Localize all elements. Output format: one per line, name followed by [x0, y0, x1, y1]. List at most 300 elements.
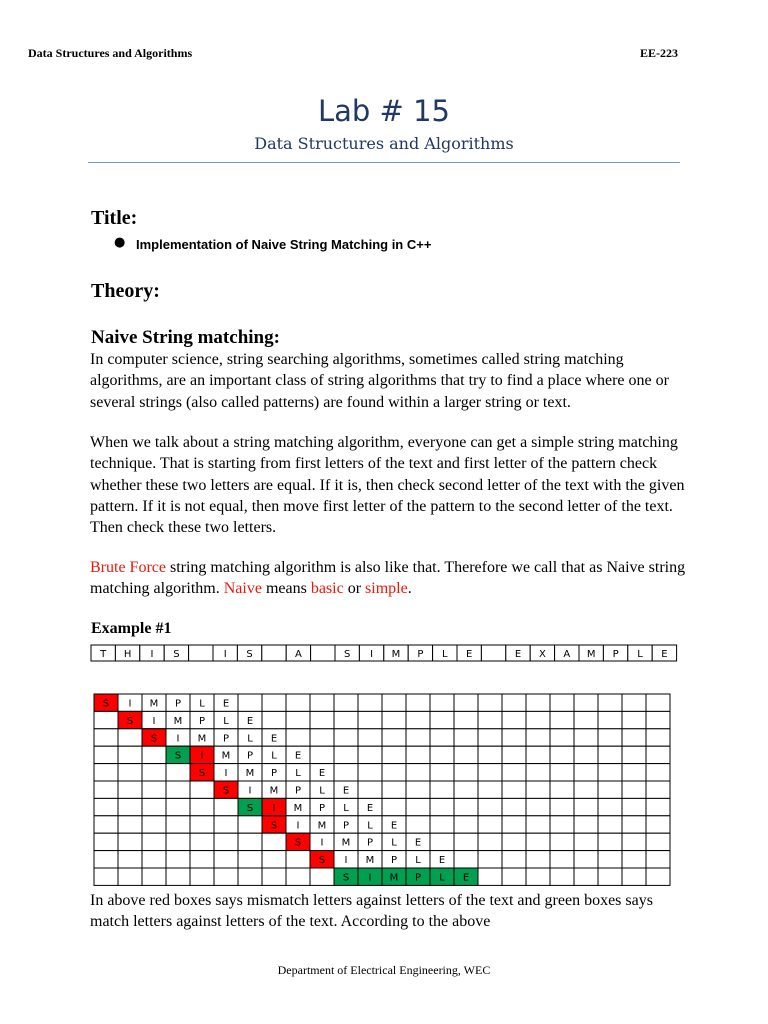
grid-cell [478, 781, 502, 798]
pattern-letter: M [317, 820, 327, 832]
grid-cell [454, 764, 478, 781]
pattern-letter: I [248, 785, 252, 797]
grid-cell [382, 764, 406, 781]
grid-cell [190, 781, 214, 798]
para3-text-4: . [407, 580, 412, 598]
title-bullet-text: Implementation of Naive String Matching in C++ [136, 237, 432, 252]
grid-cell [310, 729, 334, 746]
text-cell [189, 645, 213, 661]
text-cell-letter: P [612, 649, 619, 660]
grid-cell [598, 816, 622, 833]
grid-cell [502, 746, 526, 763]
pattern-letter: L [343, 802, 349, 814]
grid-cell [94, 816, 118, 833]
grid-cell [550, 746, 574, 763]
grid-cell [502, 798, 526, 815]
grid-cell [478, 711, 502, 728]
text-cell-letter: I [370, 649, 374, 660]
grid-cell [478, 746, 502, 763]
grid-cell [502, 833, 526, 850]
pattern-letter: M [389, 872, 399, 884]
para3-text-2: means [261, 580, 311, 598]
grid-cell [454, 781, 478, 798]
grid-cell [430, 833, 454, 850]
grid-cell [622, 868, 646, 885]
grid-cell [478, 851, 502, 868]
grid-cell [502, 851, 526, 868]
grid-cell [310, 694, 334, 711]
grid-cell [622, 798, 646, 815]
grid-cell [214, 816, 238, 833]
grid-cell [646, 729, 670, 746]
grid-cell [406, 816, 430, 833]
pattern-letter: L [247, 733, 253, 745]
pattern-letter: E [270, 733, 278, 745]
grid-cell [166, 781, 190, 798]
brute-force-term: Brute Force [90, 559, 166, 576]
pattern-letter: E [342, 785, 350, 797]
bullet-icon: ● [114, 235, 126, 250]
grid-cell [262, 711, 286, 728]
pattern-letter: E [222, 698, 230, 710]
grid-cell [622, 833, 646, 850]
grid-cell [478, 729, 502, 746]
pattern-letter: S [342, 872, 350, 884]
grid-cell [358, 764, 382, 781]
pattern-letter: E [462, 872, 470, 884]
pattern-letter: P [198, 715, 206, 727]
text-cell-letter: I [150, 649, 154, 660]
text-cell-letter: X [538, 649, 546, 660]
grid-cell [478, 833, 502, 850]
grid-cell [574, 851, 598, 868]
pattern-letter: P [366, 837, 374, 849]
grid-cell [430, 764, 454, 781]
para3-text-3: or [343, 580, 366, 598]
grid-cell [574, 746, 598, 763]
grid-cell [286, 729, 310, 746]
grid-cell [94, 851, 118, 868]
grid-cell [550, 781, 574, 798]
grid-cell [166, 868, 190, 885]
grid-cell [574, 798, 598, 815]
grid-cell [358, 746, 382, 763]
grid-cell [94, 711, 118, 728]
pattern-letter: P [222, 733, 230, 745]
text-cell-letter: L [442, 649, 448, 660]
grid-cell [502, 781, 526, 798]
grid-cell [214, 798, 238, 815]
grid-cell [574, 781, 598, 798]
grid-cell [526, 816, 550, 833]
grid-cell [454, 729, 478, 746]
pattern-letter: L [295, 768, 301, 780]
grid-cell [598, 711, 622, 728]
grid-cell [118, 868, 142, 885]
pattern-letter: S [222, 785, 230, 797]
grid-cell [118, 781, 142, 798]
pattern-letter: P [294, 785, 302, 797]
grid-cell [502, 764, 526, 781]
grid-cell [622, 851, 646, 868]
pattern-letter: L [439, 872, 445, 884]
text-cell-letter: S [344, 649, 351, 660]
grid-cell [598, 694, 622, 711]
pattern-letter: S [150, 733, 158, 745]
text-cell-letter: H [123, 649, 132, 660]
pattern-letter: S [294, 837, 302, 849]
pattern-letter: L [223, 715, 229, 727]
grid-cell [334, 746, 358, 763]
grid-cell [598, 851, 622, 868]
grid-cell [598, 746, 622, 763]
footer-department: Department of Electrical Engineering, WEC [277, 963, 491, 977]
grid-cell [478, 798, 502, 815]
grid-cell [406, 729, 430, 746]
grid-cell [598, 868, 622, 885]
pattern-letter: E [390, 820, 398, 832]
text-cell-letter: A [563, 649, 571, 660]
text-cell-letter: P [417, 649, 424, 660]
grid-cell [526, 868, 550, 885]
grid-cell [214, 868, 238, 885]
grid-cell [190, 833, 214, 850]
pattern-letter: E [294, 750, 302, 762]
grid-cell [574, 816, 598, 833]
grid-cell [118, 798, 142, 815]
grid-cell [454, 694, 478, 711]
grid-cell [286, 868, 310, 885]
grid-cell [142, 746, 166, 763]
grid-cell [526, 729, 550, 746]
text-cell-letter: E [661, 649, 668, 660]
grid-cell [310, 868, 334, 885]
grid-cell [430, 798, 454, 815]
grid-cell [622, 729, 646, 746]
grid-cell [526, 764, 550, 781]
grid-cell [646, 781, 670, 798]
title-heading: Title: [91, 207, 138, 229]
grid-cell [526, 711, 550, 728]
grid-cell [382, 729, 406, 746]
grid-cell [550, 798, 574, 815]
grid-cell [118, 833, 142, 850]
grid-cell [382, 694, 406, 711]
pattern-letter: S [174, 750, 182, 762]
pattern-letter: M [365, 855, 375, 867]
pattern-letter: M [221, 750, 231, 762]
grid-cell [478, 694, 502, 711]
pattern-letter: E [318, 768, 326, 780]
text-cell-letter: E [514, 649, 522, 660]
text-cell-letter: I [223, 649, 227, 660]
grid-cell [94, 746, 118, 763]
pattern-letter: S [246, 802, 254, 814]
grid-cell [310, 711, 334, 728]
grid-cell [238, 868, 262, 885]
grid-cell [526, 833, 550, 850]
text-cell [262, 645, 286, 661]
pattern-letter: M [269, 785, 279, 797]
grid-cell [94, 781, 118, 798]
text-cell-letter: S [173, 649, 180, 660]
grid-cell [622, 694, 646, 711]
pattern-letter: M [149, 698, 159, 710]
pattern-letter: S [102, 698, 110, 710]
grid-cell [646, 868, 670, 885]
pattern-letter: L [415, 855, 421, 867]
grid-cell [454, 851, 478, 868]
grid-cell [190, 851, 214, 868]
text-cell-letter: E [466, 649, 473, 660]
text-cell [311, 645, 335, 661]
grid-cell [406, 711, 430, 728]
grid-cell [526, 851, 550, 868]
grid-cell [94, 798, 118, 815]
grid-cell [526, 781, 550, 798]
explanation-paragraph: In above red boxes says mismatch letters against letters of the text and green boxes says match letters against letters of the text. According to the above [90, 892, 653, 931]
pattern-letter: L [391, 837, 397, 849]
text-cell-letter: A [294, 649, 302, 660]
text-cell-letter: S [246, 649, 253, 660]
pattern-letter: S [198, 768, 206, 780]
grid-cell [574, 764, 598, 781]
grid-cell [358, 694, 382, 711]
grid-cell [406, 798, 430, 815]
grid-cell [406, 746, 430, 763]
grid-cell [286, 694, 310, 711]
theory-paragraph-1: In computer science, string searching algorithms, sometimes called string matching algorithms, are an important class of string algorithms that try to find a place where one or several strings (also called patterns) are found within a larger string or text. [90, 351, 669, 411]
pattern-letter: P [390, 855, 398, 867]
grid-cell [454, 746, 478, 763]
header-course-title: Data Structures and Algorithms [28, 46, 193, 60]
pattern-letter: L [271, 750, 277, 762]
pattern-letter: I [272, 802, 276, 814]
grid-cell [430, 746, 454, 763]
grid-cell [622, 746, 646, 763]
grid-cell [142, 833, 166, 850]
grid-cell [502, 816, 526, 833]
pattern-letter: P [174, 698, 182, 710]
header-course-code: EE-223 [640, 46, 679, 60]
pattern-letter: M [293, 802, 303, 814]
grid-cell [262, 833, 286, 850]
grid-cell [598, 781, 622, 798]
lab-title: Lab # 15 [318, 94, 450, 128]
theory-heading: Theory: [91, 280, 160, 302]
naive-subheading: Naive String matching: [91, 327, 280, 348]
pattern-letter: P [414, 872, 422, 884]
grid-cell [622, 764, 646, 781]
para3-text-1: string matching algorithm is also like that. Therefore we call that as Naive string matching algorithm. [90, 559, 686, 598]
pattern-letter: I [128, 698, 132, 710]
pattern-letter: P [246, 750, 254, 762]
grid-cell [94, 729, 118, 746]
grid-cell [550, 816, 574, 833]
grid-cell [430, 816, 454, 833]
grid-cell [574, 868, 598, 885]
grid-cell [550, 764, 574, 781]
pattern-letter: E [366, 802, 374, 814]
grid-cell [550, 851, 574, 868]
grid-cell [646, 746, 670, 763]
grid-cell [574, 711, 598, 728]
grid-cell [358, 711, 382, 728]
grid-cell [118, 746, 142, 763]
grid-cell [454, 816, 478, 833]
grid-cell [598, 764, 622, 781]
grid-cell [502, 694, 526, 711]
grid-cell [142, 868, 166, 885]
grid-cell [334, 711, 358, 728]
text-cell [481, 645, 505, 661]
grid-cell [502, 729, 526, 746]
pattern-letter: L [319, 785, 325, 797]
pattern-letter: E [438, 855, 446, 867]
grid-cell [238, 816, 262, 833]
grid-cell [94, 833, 118, 850]
pattern-letter: I [152, 715, 156, 727]
grid-cell [238, 851, 262, 868]
basic-term: basic [310, 580, 344, 598]
text-cell-letter: M [391, 649, 401, 660]
grid-cell [646, 816, 670, 833]
grid-cell [526, 798, 550, 815]
grid-cell [214, 833, 238, 850]
grid-cell [118, 816, 142, 833]
grid-cell [454, 798, 478, 815]
grid-cell [334, 764, 358, 781]
pattern-letter: S [318, 855, 326, 867]
example-heading: Example #1 [91, 620, 172, 637]
grid-cell [214, 851, 238, 868]
grid-cell [478, 868, 502, 885]
grid-cell [190, 816, 214, 833]
grid-cell [550, 694, 574, 711]
grid-cell [454, 833, 478, 850]
grid-cell [526, 746, 550, 763]
grid-cell [550, 711, 574, 728]
pattern-letter: P [318, 802, 326, 814]
grid-cell [550, 833, 574, 850]
grid-cell [646, 851, 670, 868]
text-cell-letter: T [100, 649, 107, 660]
naive-term: Naive [223, 580, 262, 598]
pattern-letter: E [414, 837, 422, 849]
grid-cell [478, 764, 502, 781]
pattern-letter: M [173, 715, 183, 727]
grid-cell [430, 694, 454, 711]
grid-cell [622, 711, 646, 728]
pattern-letter: I [368, 872, 372, 884]
grid-cell [550, 868, 574, 885]
grid-cell [118, 729, 142, 746]
grid-cell [502, 711, 526, 728]
simple-term: simple [365, 580, 408, 598]
pattern-letter: P [270, 768, 278, 780]
grid-cell [286, 711, 310, 728]
grid-cell [118, 851, 142, 868]
grid-cell [502, 868, 526, 885]
lab-subtitle: Data Structures and Algorithms [254, 134, 514, 153]
grid-cell [430, 711, 454, 728]
grid-cell [94, 868, 118, 885]
theory-paragraph-2: When we talk about a string matching algorithm, everyone can get a simple string matching technique. That is starting from first letters of the text and first letter of the pattern check whether these two letters are equal. If it is, then check second letter of the text with the given pattern. If it is not equal, then move first letter of the pattern to the second letter of the text. Then check these two letters. [90, 434, 685, 537]
pattern-letter: I [200, 750, 204, 762]
grid-cell [454, 711, 478, 728]
grid-cell [94, 764, 118, 781]
grid-cell [238, 694, 262, 711]
grid-cell [190, 798, 214, 815]
grid-cell [190, 868, 214, 885]
grid-cell [430, 729, 454, 746]
grid-cell [598, 729, 622, 746]
pattern-letter: M [245, 768, 255, 780]
grid-cell [142, 781, 166, 798]
grid-cell [166, 833, 190, 850]
grid-cell [646, 694, 670, 711]
pattern-letter: M [341, 837, 351, 849]
grid-cell [598, 798, 622, 815]
grid-cell [238, 833, 262, 850]
grid-cell [166, 851, 190, 868]
grid-cell [142, 764, 166, 781]
grid-cell [550, 729, 574, 746]
grid-cell [574, 833, 598, 850]
pattern-letter: S [126, 715, 134, 727]
pattern-letter: I [224, 768, 228, 780]
grid-cell [646, 764, 670, 781]
grid-cell [406, 694, 430, 711]
grid-cell [334, 729, 358, 746]
grid-cell [166, 798, 190, 815]
grid-cell [142, 816, 166, 833]
grid-cell [526, 694, 550, 711]
pattern-letter: S [270, 820, 278, 832]
grid-cell [166, 816, 190, 833]
grid-cell [646, 798, 670, 815]
pattern-letter: P [342, 820, 350, 832]
grid-cell [262, 868, 286, 885]
grid-cell [382, 711, 406, 728]
pattern-letter: M [197, 733, 207, 745]
pattern-letter: I [176, 733, 180, 745]
grid-cell [598, 833, 622, 850]
pattern-letter: I [296, 820, 300, 832]
grid-cell [166, 764, 190, 781]
grid-cell [382, 798, 406, 815]
text-cell-letter: L [637, 649, 643, 660]
grid-cell [142, 798, 166, 815]
grid-cell [334, 694, 358, 711]
grid-cell [406, 764, 430, 781]
grid-cell [358, 729, 382, 746]
grid-cell [382, 781, 406, 798]
grid-cell [430, 781, 454, 798]
grid-cell [622, 781, 646, 798]
grid-cell [286, 851, 310, 868]
grid-cell [262, 694, 286, 711]
pattern-letter: L [199, 698, 205, 710]
text-cell-letter: M [586, 649, 596, 660]
grid-cell [262, 851, 286, 868]
grid-cell [118, 764, 142, 781]
grid-cell [622, 816, 646, 833]
grid-cell [406, 781, 430, 798]
grid-cell [142, 851, 166, 868]
pattern-letter: I [344, 855, 348, 867]
pattern-letter: E [246, 715, 254, 727]
